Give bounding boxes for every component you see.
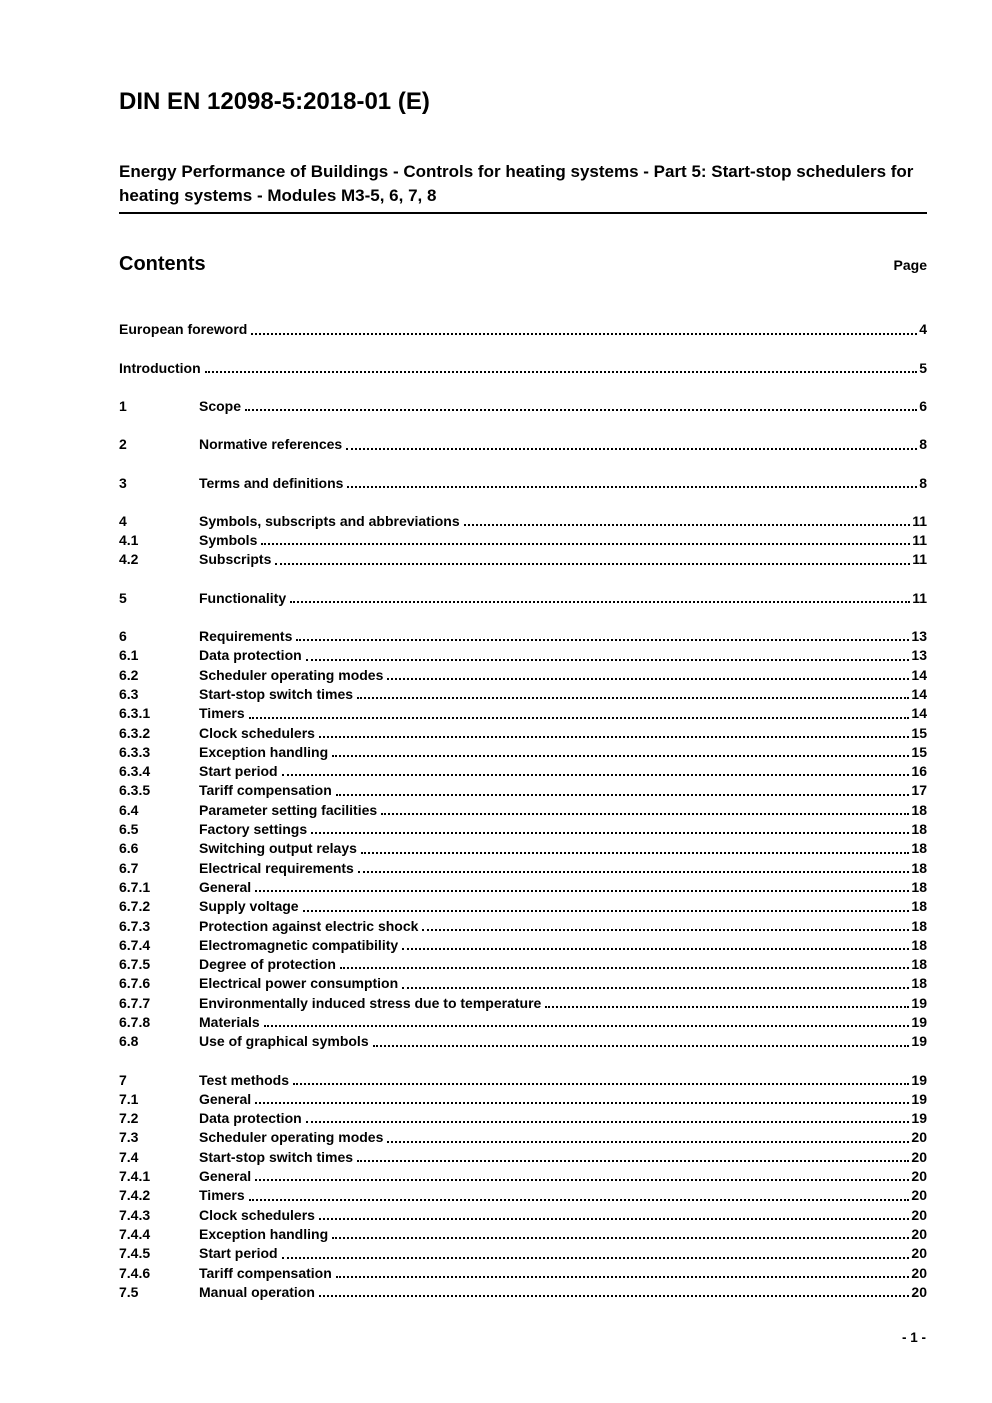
toc-dot-leader (545, 994, 909, 1008)
toc-entry-number: 7.4.5 (119, 1245, 151, 1262)
toc-dot-leader (319, 724, 909, 738)
toc-dot-leader (306, 1109, 910, 1123)
toc-entry-title: Electromagnetic compatibility (199, 936, 399, 953)
toc-entry (119, 936, 927, 955)
toc-entry (119, 512, 927, 531)
toc-entry-title: Timers (199, 705, 245, 722)
toc-entry-number: 6.7.7 (119, 994, 151, 1011)
toc-dot-leader (303, 897, 910, 911)
toc-entry-page: 20 (911, 1148, 927, 1165)
toc-entry (119, 550, 927, 569)
toc-dot-leader (255, 878, 909, 892)
toc-entry-title: Exception handling (199, 1225, 329, 1242)
toc-entry-title: Factory settings (199, 821, 308, 838)
toc-dot-leader (311, 820, 909, 834)
toc-entry-page: 20 (911, 1245, 927, 1262)
toc-dot-leader (361, 839, 910, 853)
toc-entry (119, 897, 927, 916)
toc-entry-page: 11 (912, 551, 927, 568)
toc-entry (119, 474, 927, 493)
toc-dot-leader (319, 1206, 909, 1220)
toc-entry (119, 627, 927, 646)
toc-entry (119, 1090, 927, 1109)
toc-entry (119, 878, 927, 897)
toc-entry-page: 19 (911, 1033, 927, 1050)
toc-entry (119, 762, 927, 781)
toc-entry (119, 1244, 927, 1263)
toc-dot-leader (261, 531, 910, 545)
toc-entry-title: Protection against electric shock (199, 917, 419, 934)
toc-entry-page: 20 (911, 1225, 927, 1242)
toc-entry-number: 6.3.4 (119, 763, 151, 780)
toc-entry (119, 743, 927, 762)
toc-entry-title: Start-stop switch times (199, 685, 354, 702)
toc-entry (119, 781, 927, 800)
toc-dot-leader (332, 1225, 909, 1239)
toc-dot-leader (340, 955, 910, 969)
toc-entry-title: Timers (199, 1187, 245, 1204)
toc-entry-page: 20 (911, 1283, 927, 1300)
toc-entry (119, 1186, 927, 1205)
toc-dot-leader (255, 1090, 909, 1104)
toc-entry-number: 7.4.1 (119, 1168, 151, 1185)
toc-entry (119, 704, 927, 723)
toc-entry (119, 1225, 927, 1244)
toc-entry-number: 6.7.8 (119, 1014, 151, 1030)
toc-entry-title: Requirements (199, 628, 293, 645)
toc-entry-number: 7.4 (119, 1148, 139, 1165)
toc-dot-leader (332, 743, 909, 757)
toc-entry (119, 994, 927, 1013)
toc-entry-title: Manual operation (199, 1283, 315, 1300)
toc-entry-page: 11 (912, 589, 927, 606)
toc-entry-number: 3 (119, 474, 127, 491)
toc-entry-page: 16 (911, 763, 927, 780)
toc-dot-leader (346, 435, 917, 449)
toc-entry-title: Symbols (199, 532, 258, 549)
toc-entry-number: 6.3.3 (119, 743, 151, 760)
toc-dot-leader (402, 974, 909, 988)
toc-entry-number: 6.1 (119, 647, 139, 664)
toc-entry-title: Materials (199, 1014, 260, 1030)
toc-entry-title: Degree of protection (199, 956, 336, 973)
toc-entry (119, 589, 927, 608)
toc-entry-page: 17 (911, 782, 927, 799)
toc-entry-page: 20 (911, 1168, 927, 1185)
toc-entry-page: 18 (911, 878, 927, 895)
toc-entry-number: 7.4.4 (119, 1225, 151, 1242)
toc-entry (119, 1071, 927, 1090)
toc-entry-page: 15 (911, 743, 927, 760)
toc-entry-page: 14 (911, 685, 927, 702)
toc-entry (119, 1283, 927, 1302)
toc-entry-number: 6.8 (119, 1033, 139, 1050)
toc-entry-number: 4 (119, 512, 127, 529)
toc-entry-number: 1 (119, 397, 127, 414)
toc-dot-leader (402, 936, 909, 950)
toc-entry-page: 14 (911, 705, 927, 722)
toc-dot-leader (387, 666, 909, 680)
toc-entry-title: Electrical power consumption (199, 975, 399, 992)
toc-entry-number: 6 (119, 628, 127, 645)
toc-entry-page: 18 (911, 840, 927, 857)
document-number-title: DIN EN 12098-5:2018-01 (E) (119, 88, 430, 115)
toc-entry-title: Switching output relays (199, 840, 357, 857)
toc-dot-leader (347, 474, 917, 488)
toc-entry (119, 666, 927, 685)
toc-entry-page: 20 (911, 1187, 927, 1204)
page-number-footer: - 1 - (901, 1330, 926, 1345)
toc-dot-leader (264, 1013, 910, 1027)
toc-entry-number: 6.7.3 (119, 917, 151, 934)
contents-header (119, 252, 927, 276)
toc-entry-page: 18 (911, 859, 927, 876)
toc-entry (119, 646, 927, 665)
toc-entry (119, 1167, 927, 1186)
toc-entry-page: 18 (911, 936, 927, 953)
toc-entry-page: 18 (911, 956, 927, 973)
toc-entry (119, 1109, 927, 1128)
toc-entry-title: Subscripts (199, 551, 272, 568)
toc-entry-title: Use of graphical symbols (199, 1033, 369, 1050)
toc-dot-leader (373, 1032, 910, 1046)
toc-dot-leader (282, 762, 910, 776)
toc-entry (119, 685, 927, 704)
toc-entry-number: 6.3.5 (119, 782, 151, 799)
toc-entry-page: 11 (912, 532, 927, 549)
toc-entry-title: Scheduler operating modes (199, 1129, 384, 1146)
toc-entry-title: Data protection (199, 1110, 302, 1127)
toc-entry-title: Start period (199, 763, 278, 780)
toc-entry (119, 1032, 927, 1051)
toc-entry (119, 531, 927, 550)
toc-entry-number: 4.2 (119, 551, 139, 568)
toc-entry-number: 7.4.3 (119, 1206, 151, 1223)
toc-dot-leader (255, 1167, 909, 1181)
toc-entry (119, 1128, 927, 1147)
toc-entry-title: Clock schedulers (199, 1206, 315, 1223)
toc-dot-leader (422, 917, 909, 931)
toc-entry-title: General (199, 1168, 252, 1185)
toc-entry-page: 20 (911, 1129, 927, 1146)
toc-entry-page: 18 (911, 975, 927, 992)
toc-dot-leader (275, 550, 910, 564)
toc-entry-title: Parameter setting facilities (199, 801, 378, 818)
toc-entry (119, 839, 927, 858)
toc-entry-page: 18 (911, 898, 927, 915)
toc-entry (119, 724, 927, 743)
toc-entry-number: 7.4.2 (119, 1187, 151, 1204)
toc-dot-leader (296, 627, 909, 641)
toc-entry-number: 6.3 (119, 685, 139, 702)
toc-dot-leader (319, 1283, 910, 1297)
toc-entry-number: 7 (119, 1071, 127, 1088)
toc-entry-number: 7.2 (119, 1110, 139, 1127)
toc-entry (119, 955, 927, 974)
toc-entry-page: 20 (911, 1264, 927, 1281)
toc-entry-page: 13 (911, 628, 927, 645)
toc-entry-title: Introduction (119, 359, 201, 376)
toc-dot-leader (282, 1244, 910, 1258)
toc-entry-title: Start-stop switch times (199, 1148, 354, 1165)
toc-dot-leader (249, 704, 910, 718)
toc-dot-leader (336, 1264, 910, 1278)
toc-entry-number: 7.1 (119, 1090, 139, 1107)
toc-entry-title: Supply voltage (199, 898, 299, 915)
toc-entry-title: Test methods (199, 1071, 289, 1088)
toc-entry (119, 917, 927, 936)
toc-entry-title: European foreword (119, 321, 248, 338)
toc-entry (119, 1264, 927, 1283)
toc-dot-leader (336, 781, 910, 795)
toc-entry-title: Scheduler operating modes (199, 666, 384, 683)
toc-entry-number: 7.3 (119, 1129, 139, 1146)
toc-dot-leader (464, 512, 911, 526)
toc-entry-number: 4.1 (119, 532, 139, 549)
toc-entry-page: 5 (919, 359, 927, 376)
toc-entry-page: 19 (911, 1014, 927, 1030)
toc-entry-title: Functionality (199, 589, 287, 606)
toc-entry-page: 19 (911, 994, 927, 1011)
toc-entry-number: 6.3.2 (119, 724, 151, 741)
toc-entry-title: Electrical requirements (199, 859, 354, 876)
toc-dot-leader (306, 646, 910, 660)
toc-entry-page: 11 (912, 512, 927, 529)
toc-entry-page: 18 (911, 801, 927, 818)
title-underline-rule (119, 212, 927, 214)
toc-entry-title: Symbols, subscripts and abbreviations (199, 512, 460, 529)
toc-entry-title: Data protection (199, 647, 302, 664)
toc-entry (119, 1013, 927, 1032)
document-title: Energy Performance of Buildings - Controls for heating systems - Part 5: Start-stop schedulers for heating systems - Modules M3-5, 6, 7, 8 (119, 161, 914, 205)
toc-dot-leader (358, 859, 910, 873)
toc-entry-number: 6.7.2 (119, 898, 151, 915)
toc-entry (119, 859, 927, 878)
toc-entry (119, 974, 927, 993)
toc-entry (119, 820, 927, 839)
toc-dot-leader (251, 320, 917, 334)
toc-dot-leader (381, 801, 909, 815)
toc-entry-number: 6.7.6 (119, 975, 151, 992)
toc-entry-number: 6.5 (119, 821, 139, 838)
toc-entry-number: 6.6 (119, 840, 139, 857)
toc-entry-page: 14 (911, 666, 927, 683)
toc-entry-title: Clock schedulers (199, 724, 315, 741)
toc-entry-title: Start period (199, 1245, 278, 1262)
toc-entry-number: 5 (119, 589, 127, 606)
toc-entry-number: 6.7.5 (119, 956, 151, 973)
toc-dot-leader (249, 1186, 910, 1200)
toc-entry-title: Scope (199, 397, 242, 414)
toc-entry-page: 19 (911, 1090, 927, 1107)
toc-entry-number: 7.5 (119, 1283, 139, 1300)
toc-entry-page: 18 (911, 821, 927, 838)
toc-dot-leader (290, 589, 910, 603)
toc-entry-number: 6.4 (119, 801, 139, 818)
toc-dot-leader (245, 397, 917, 411)
toc-entry-number: 6.2 (119, 666, 139, 683)
toc-entry-page: 4 (919, 321, 927, 338)
toc-entry-title: General (199, 878, 252, 895)
toc-entry-number: 6.7 (119, 859, 139, 876)
toc-dot-leader (357, 1148, 909, 1162)
toc-entry (119, 397, 927, 416)
toc-entry-title: Terms and definitions (199, 474, 344, 491)
toc-entry-title: Normative references (199, 436, 343, 453)
toc-entry-number: 6.3.1 (119, 705, 151, 722)
toc-entry-page: 20 (911, 1206, 927, 1223)
toc-entry-number: 6.7.1 (119, 878, 151, 895)
toc-entry-title: Exception handling (199, 743, 329, 760)
toc-entry-page: 8 (919, 436, 927, 453)
toc-entry-title: General (199, 1090, 252, 1107)
toc-entry (119, 1148, 927, 1167)
toc-entry-page: 19 (911, 1071, 927, 1088)
toc-entry (119, 435, 927, 454)
toc-dot-leader (293, 1071, 909, 1085)
toc-entry-title: Environmentally induced stress due to temperature (199, 994, 542, 1011)
page-content (119, 0, 927, 1302)
toc-entry (119, 359, 927, 378)
toc-dot-leader (357, 685, 909, 699)
table-of-contents (119, 320, 927, 1302)
toc-entry-title: Tariff compensation (199, 782, 332, 799)
contents-heading: Contents (119, 253, 206, 276)
toc-entry-page: 18 (911, 917, 927, 934)
toc-entry-page: 15 (911, 724, 927, 741)
toc-entry-title: Tariff compensation (199, 1264, 332, 1281)
toc-entry (119, 1206, 927, 1225)
page-column-label: Page (893, 257, 927, 274)
toc-entry-number: 7.4.6 (119, 1264, 151, 1281)
toc-entry (119, 320, 927, 339)
toc-entry-number: 2 (119, 436, 127, 453)
toc-entry-number: 6.7.4 (119, 936, 151, 953)
toc-entry-page: 13 (911, 647, 927, 664)
toc-entry-page: 19 (911, 1110, 927, 1127)
toc-entry-page: 6 (919, 397, 927, 414)
toc-dot-leader (387, 1128, 909, 1142)
toc-dot-leader (205, 359, 918, 373)
toc-entry-page: 8 (919, 474, 927, 491)
toc-entry (119, 801, 927, 820)
